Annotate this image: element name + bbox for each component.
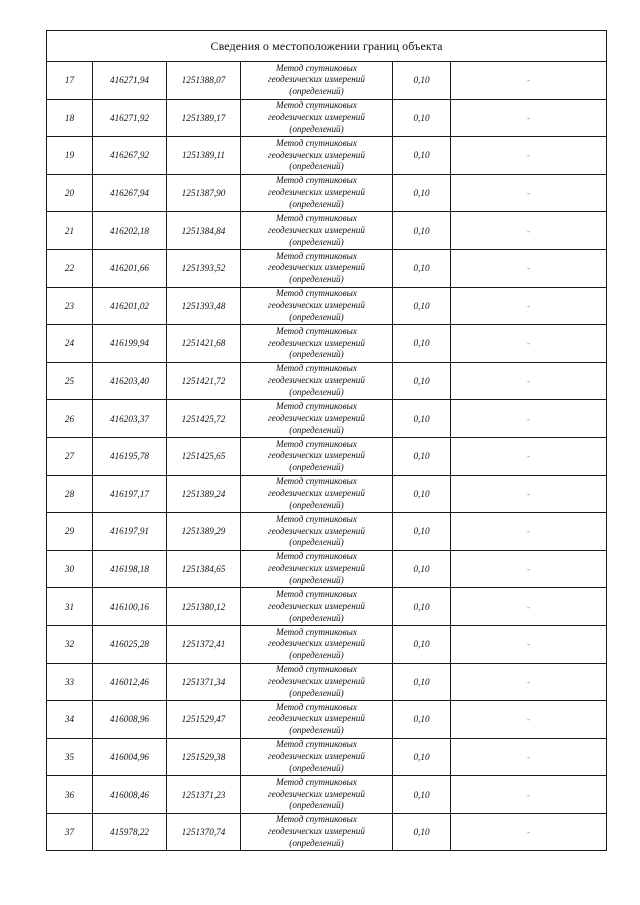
method-line: геодезических измерений [268,111,365,122]
point-number-cell: 22 [47,249,93,287]
method-line: (определений) [289,762,344,773]
coordinate-x-cell: 416202,18 [93,212,167,250]
title-row [47,31,607,62]
coordinate-x-cell: 416025,28 [93,625,167,663]
coordinate-x-cell: 416008,96 [93,701,167,739]
coordinate-x-cell: 416195,78 [93,437,167,475]
point-number-cell: 17 [47,62,93,100]
method-line: Метод спутниковых [276,400,357,411]
table-body [47,31,607,851]
coordinate-y-cell: 1251388,07 [167,62,241,100]
method-line: геодезических измерений [268,74,365,85]
coordinate-y-cell: 1251384,84 [167,212,241,250]
method-line: (определений) [289,838,344,849]
point-number-cell: 24 [47,325,93,363]
method-line: Метод спутниковых [276,776,357,787]
point-number-cell: 29 [47,513,93,551]
accuracy-cell: 0,10 [393,137,451,175]
method-line: Метод спутниковых [276,513,357,524]
accuracy-cell: 0,10 [393,663,451,701]
point-number-cell: 27 [47,437,93,475]
point-number-cell: 37 [47,813,93,851]
table-row [47,325,607,363]
point-number-cell: 21 [47,212,93,250]
accuracy-cell: 0,10 [393,287,451,325]
table-row [47,550,607,588]
accuracy-cell: 0,10 [393,813,451,851]
method-line: (определений) [289,537,344,548]
method-line: (определений) [289,499,344,510]
method-line: Метод спутниковых [276,212,357,223]
method-line: геодезических измерений [268,788,365,799]
point-number-cell: 30 [47,550,93,588]
point-number-cell: 25 [47,362,93,400]
table-row [47,137,607,175]
method-line: Метод спутниковых [276,137,357,148]
method-line: Метод спутниковых [276,438,357,449]
coordinate-y-cell: 1251425,65 [167,437,241,475]
note-cell: - [451,287,607,325]
accuracy-cell: 0,10 [393,437,451,475]
coordinate-y-cell: 1251389,17 [167,99,241,137]
note-cell: - [451,813,607,851]
method-line: (определений) [289,386,344,397]
method-line: геодезических измерений [268,713,365,724]
method-cell [241,62,393,100]
method-line: (определений) [289,687,344,698]
coordinate-y-cell: 1251393,48 [167,287,241,325]
method-line: (определений) [289,86,344,97]
coordinate-y-cell: 1251529,47 [167,701,241,739]
coordinate-y-cell: 1251371,23 [167,776,241,814]
point-number-cell: 23 [47,287,93,325]
point-number-cell: 26 [47,400,93,438]
method-line: (определений) [289,800,344,811]
method-line: Метод спутниковых [276,588,357,599]
table-row [47,62,607,100]
table-row [47,625,607,663]
coordinate-y-cell: 1251389,11 [167,137,241,175]
coordinate-y-cell: 1251389,29 [167,513,241,551]
note-cell: - [451,174,607,212]
method-line: геодезических измерений [268,600,365,611]
method-line: геодезических измерений [268,337,365,348]
coordinate-x-cell: 416271,94 [93,62,167,100]
coordinate-y-cell: 1251389,24 [167,475,241,513]
table-row [47,776,607,814]
table-row [47,437,607,475]
method-cell [241,588,393,626]
point-number-cell: 35 [47,738,93,776]
method-line: Метод спутниковых [276,739,357,750]
method-line: Метод спутниковых [276,325,357,336]
method-line: Метод спутниковых [276,814,357,825]
method-line: геодезических измерений [268,187,365,198]
coordinate-x-cell: 415978,22 [93,813,167,851]
method-line: геодезических измерений [268,751,365,762]
method-line: (определений) [289,274,344,285]
point-number-cell: 18 [47,99,93,137]
method-cell [241,550,393,588]
note-cell: - [451,362,607,400]
point-number-cell: 33 [47,663,93,701]
table-row [47,212,607,250]
coordinate-y-cell: 1251421,68 [167,325,241,363]
accuracy-cell: 0,10 [393,588,451,626]
method-cell [241,813,393,851]
accuracy-cell: 0,10 [393,513,451,551]
table-row [47,99,607,137]
coordinate-y-cell: 1251372,41 [167,625,241,663]
coordinate-x-cell: 416203,40 [93,362,167,400]
method-line: (определений) [289,574,344,585]
coordinate-x-cell: 416267,92 [93,137,167,175]
method-line: (определений) [289,725,344,736]
accuracy-cell: 0,10 [393,99,451,137]
boundary-coordinates-table [46,30,607,851]
accuracy-cell: 0,10 [393,738,451,776]
coordinate-x-cell: 416199,94 [93,325,167,363]
note-cell: - [451,475,607,513]
table-row [47,362,607,400]
accuracy-cell: 0,10 [393,174,451,212]
coordinate-x-cell: 416203,37 [93,400,167,438]
point-number-cell: 32 [47,625,93,663]
method-line: геодезических измерений [268,224,365,235]
point-number-cell: 19 [47,137,93,175]
coordinate-y-cell: 1251421,72 [167,362,241,400]
method-line: Метод спутниковых [276,250,357,261]
coordinate-x-cell: 416004,96 [93,738,167,776]
coordinate-y-cell: 1251384,65 [167,550,241,588]
accuracy-cell: 0,10 [393,249,451,287]
method-line: (определений) [289,236,344,247]
method-line: Метод спутниковых [276,100,357,111]
accuracy-cell: 0,10 [393,62,451,100]
coordinate-y-cell: 1251425,72 [167,400,241,438]
note-cell: - [451,701,607,739]
coordinate-y-cell: 1251371,34 [167,663,241,701]
method-cell [241,362,393,400]
coordinate-y-cell: 1251393,52 [167,249,241,287]
point-number-cell: 34 [47,701,93,739]
method-line: Метод спутниковых [276,175,357,186]
note-cell: - [451,513,607,551]
table-row [47,287,607,325]
coordinate-x-cell: 416197,91 [93,513,167,551]
coordinate-x-cell: 416008,46 [93,776,167,814]
coordinate-x-cell: 416267,94 [93,174,167,212]
table-row [47,701,607,739]
table-row [47,400,607,438]
coordinate-y-cell: 1251370,74 [167,813,241,851]
method-cell [241,625,393,663]
method-line: (определений) [289,612,344,623]
method-cell [241,174,393,212]
method-line: геодезических измерений [268,487,365,498]
method-cell [241,437,393,475]
method-line: геодезических измерений [268,149,365,160]
table-row [47,249,607,287]
coordinate-x-cell: 416271,92 [93,99,167,137]
coordinate-x-cell: 416012,46 [93,663,167,701]
method-line: Метод спутниковых [276,551,357,562]
point-number-cell: 20 [47,174,93,212]
method-line: Метод спутниковых [276,701,357,712]
method-line: (определений) [289,198,344,209]
method-cell [241,249,393,287]
note-cell: - [451,550,607,588]
method-cell [241,400,393,438]
point-number-cell: 31 [47,588,93,626]
method-line: (определений) [289,123,344,134]
coordinate-x-cell: 416198,18 [93,550,167,588]
accuracy-cell: 0,10 [393,475,451,513]
method-cell [241,325,393,363]
accuracy-cell: 0,10 [393,212,451,250]
accuracy-cell: 0,10 [393,625,451,663]
note-cell: - [451,437,607,475]
table-row [47,475,607,513]
method-line: геодезических измерений [268,299,365,310]
accuracy-cell: 0,10 [393,400,451,438]
point-number-cell: 28 [47,475,93,513]
method-cell [241,99,393,137]
note-cell: - [451,776,607,814]
method-line: геодезических измерений [268,826,365,837]
coordinate-x-cell: 416201,02 [93,287,167,325]
method-line: геодезических измерений [268,638,365,649]
method-cell [241,663,393,701]
note-cell: - [451,249,607,287]
note-cell: - [451,588,607,626]
note-cell: - [451,325,607,363]
accuracy-cell: 0,10 [393,776,451,814]
table-row [47,588,607,626]
accuracy-cell: 0,10 [393,362,451,400]
method-line: (определений) [289,650,344,661]
method-cell [241,475,393,513]
accuracy-cell: 0,10 [393,325,451,363]
table-row [47,513,607,551]
coordinate-y-cell: 1251380,12 [167,588,241,626]
method-line: геодезических измерений [268,262,365,273]
table-title: Сведения о местоположении границ объекта [47,31,607,62]
method-line: (определений) [289,424,344,435]
coordinate-y-cell: 1251529,38 [167,738,241,776]
note-cell: - [451,625,607,663]
note-cell: - [451,137,607,175]
method-line: Метод спутниковых [276,62,357,73]
method-cell [241,137,393,175]
method-line: Метод спутниковых [276,476,357,487]
table-row [47,663,607,701]
method-line: (определений) [289,349,344,360]
method-line: геодезических измерений [268,675,365,686]
method-line: Метод спутниковых [276,288,357,299]
note-cell: - [451,62,607,100]
method-line: Метод спутниковых [276,626,357,637]
point-number-cell: 36 [47,776,93,814]
table-row [47,174,607,212]
table-row [47,738,607,776]
accuracy-cell: 0,10 [393,550,451,588]
method-cell [241,287,393,325]
note-cell: - [451,738,607,776]
note-cell: - [451,212,607,250]
method-line: геодезических измерений [268,412,365,423]
coordinate-x-cell: 416197,17 [93,475,167,513]
note-cell: - [451,663,607,701]
method-line: геодезических измерений [268,450,365,461]
coordinate-x-cell: 416201,66 [93,249,167,287]
method-line: геодезических измерений [268,525,365,536]
method-line: геодезических измерений [268,563,365,574]
method-cell [241,776,393,814]
coordinate-x-cell: 416100,16 [93,588,167,626]
method-line: (определений) [289,161,344,172]
method-line: Метод спутниковых [276,664,357,675]
method-cell [241,701,393,739]
method-line: (определений) [289,311,344,322]
method-line: Метод спутниковых [276,363,357,374]
accuracy-cell: 0,10 [393,701,451,739]
note-cell: - [451,99,607,137]
method-cell [241,513,393,551]
note-cell: - [451,400,607,438]
method-cell [241,738,393,776]
method-line: геодезических измерений [268,375,365,386]
method-line: (определений) [289,462,344,473]
table-row [47,813,607,851]
method-cell [241,212,393,250]
coordinate-y-cell: 1251387,90 [167,174,241,212]
